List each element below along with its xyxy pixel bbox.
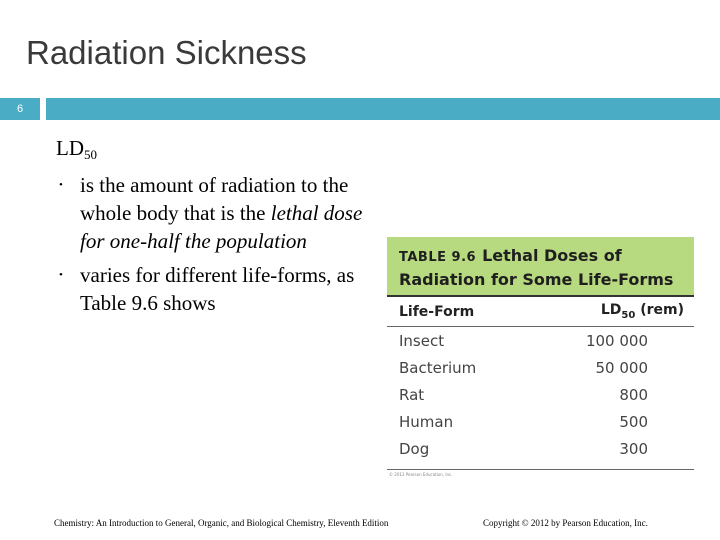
slide-number: 6 bbox=[0, 98, 40, 120]
table-cell-dose: 100 000 bbox=[585, 331, 648, 350]
table-cell-form: Insect bbox=[399, 331, 445, 350]
bullet-dot: • bbox=[59, 269, 63, 281]
bullet-varies-text: varies for different life-forms, as Table 9.6 shows bbox=[80, 263, 355, 315]
slide-body bbox=[56, 134, 366, 323]
table-bottom-rule bbox=[387, 469, 694, 470]
table-header-row bbox=[387, 297, 694, 327]
header-accent-bar bbox=[46, 98, 720, 120]
table-cell-form: Bacterium bbox=[399, 358, 477, 377]
table-header-ld: LD bbox=[600, 302, 622, 319]
term-ld50 bbox=[56, 134, 366, 169]
table-row bbox=[387, 327, 694, 354]
table-cell-form: Human bbox=[399, 412, 454, 431]
term-text: LD bbox=[56, 136, 84, 160]
term-subscript: 50 bbox=[84, 147, 97, 162]
table-caption-line1: Lethal Doses of bbox=[482, 246, 622, 265]
slide-title: Radiation Sickness bbox=[26, 34, 307, 71]
footer-copyright: Copyright © 2012 by Pearson Education, Inc. bbox=[483, 518, 648, 528]
table-caption-line2: Radiation for Some Life-Forms bbox=[399, 270, 674, 289]
table-cell-dose: 300 bbox=[619, 439, 648, 458]
bullet-definition-italic: lethal dose for one-half the population bbox=[80, 201, 363, 253]
bullet-definition-text: is the amount of radiation to the whole body that is the bbox=[80, 173, 349, 225]
bullet-dot: • bbox=[59, 179, 63, 191]
footer-book-title: Chemistry: An Introduction to General, Organic, and Biological Chemistry, Eleventh Edition bbox=[54, 518, 389, 528]
table-cell-dose: 50 000 bbox=[595, 358, 648, 377]
table-cell-form: Dog bbox=[399, 439, 430, 458]
bullet-definition bbox=[56, 171, 366, 255]
table-9-6 bbox=[387, 237, 694, 479]
table-cell-form: Rat bbox=[399, 385, 425, 404]
table-header-ld50 bbox=[601, 302, 684, 321]
table-header-lifeform: Life-Form bbox=[399, 303, 475, 320]
table-row bbox=[387, 408, 694, 435]
table-caption-number: TABLE 9.6 bbox=[399, 250, 477, 265]
table-header-unit: (rem) bbox=[640, 302, 684, 319]
table-header-sub: 50 bbox=[621, 309, 636, 321]
table-cell-dose: 500 bbox=[619, 412, 648, 431]
table-cell-dose: 800 bbox=[619, 385, 648, 404]
bullet-varies bbox=[56, 261, 366, 317]
table-row bbox=[387, 381, 694, 408]
table-row bbox=[387, 354, 694, 381]
table-caption bbox=[387, 237, 694, 295]
table-credit: © 2013 Pearson Education, Inc. bbox=[389, 472, 453, 477]
table-row bbox=[387, 435, 694, 462]
